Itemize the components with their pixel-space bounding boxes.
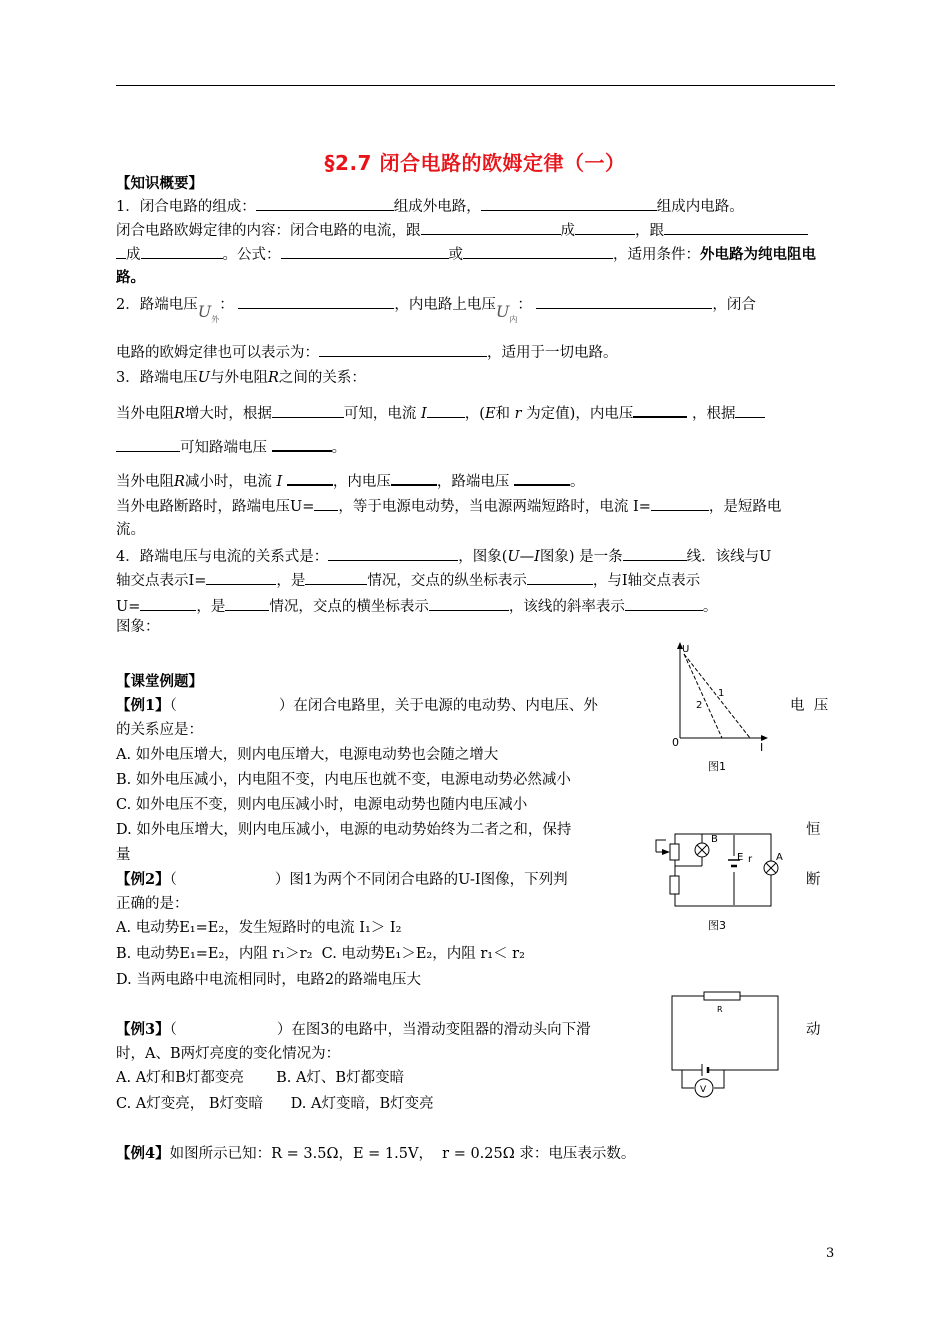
ex1-option-d: D. 如外电压增大，则内电压减小，电源的电动势始终为二者之和，保持	[116, 822, 572, 838]
svg-text:r: r	[748, 854, 753, 865]
ex1-option-b: B. 如外电压减小，内电阻不变，内电压也就不变，电源电动势必然减小	[116, 772, 571, 788]
svg-text:E: E	[737, 852, 744, 863]
svg-text:B: B	[711, 834, 718, 845]
ex1-line-2: 的关系应是：	[116, 722, 203, 738]
outer-loop	[675, 834, 771, 906]
ex3-options-cd: C. A灯变亮， B灯变暗 D. A灯变暗，B灯变亮	[116, 1096, 434, 1112]
section-overview-heading: 【知识概要】	[116, 175, 203, 192]
line-9: 可知路端电压 。	[116, 436, 346, 458]
ex3-options-ab: A. A灯和B灯都变亮 B. A灯、B灯都变暗	[116, 1070, 405, 1086]
figure-4-circuit	[668, 990, 780, 1102]
ex1-option-a: A. 如外电压增大，则内电压增大，电源电动势也会随之增大	[116, 747, 499, 763]
rheostat	[670, 844, 679, 860]
i-label: I	[760, 741, 764, 754]
ex3-line: 【例3】（ ）在图3的电路中，当滑动变阻器的滑动头向下滑	[116, 1021, 591, 1038]
ex1-option-d-tail: 恒	[806, 822, 821, 838]
line-6: 电路的欧姆定律也可以表示为： ，适用于一切电路。	[116, 342, 618, 363]
header-rule	[116, 85, 835, 86]
line-1	[684, 654, 750, 738]
line-11: 当外电路断路时，路端电压U= ，等于电源电动势，当电源两端短路时，电流 I= ，是短路电	[116, 496, 781, 517]
svg-text:V: V	[700, 1085, 707, 1095]
ex4-line: 【例4】如图所示已知：R = 3.5Ω，E = 1.5V， r = 0.25Ω 求：电压表示数。	[116, 1145, 636, 1162]
origin-label: 0	[672, 736, 679, 749]
figure-1-caption: 图1	[708, 760, 726, 773]
u-label: U	[682, 644, 690, 655]
line-8: 当外电阻R增大时，根据 可知，电流 I ，(E和 r 为定值)，内电压 ，根据	[116, 402, 765, 424]
line-10: 当外电阻R减小时，电流 I ，内电压 ，路端电压 。	[116, 470, 584, 492]
ex2-option-a: A. 电动势E₁=E₂，发生短路时的电流 I₁＞ I₂	[116, 920, 402, 936]
ex2-line-2: 正确的是：	[116, 896, 189, 912]
line-2	[684, 654, 725, 738]
page-title: §2.7 闭合电路的欧姆定律（一）	[324, 151, 626, 175]
line-2: 闭合电路欧姆定律的内容：闭合电路的电流，跟 成 ，跟	[116, 220, 808, 241]
ex2-tail: 断	[806, 872, 821, 888]
line-2-label: 2	[696, 700, 703, 711]
line-4: 路。	[116, 269, 145, 286]
resistor	[670, 876, 679, 894]
line-13: 4．路端电压与电流的关系式是： ，图象(U—I图象) 是一条 线．该线与U	[116, 546, 771, 567]
page-number: 3	[826, 1246, 835, 1261]
line-16: 图象：	[116, 619, 160, 635]
ex3-line-2: 时，A、B两灯亮度的变化情况为：	[116, 1046, 341, 1062]
figure-1-ui-graph	[660, 640, 780, 780]
outer-loop	[672, 996, 778, 1070]
svg-text:A: A	[776, 852, 783, 863]
line-3: 成 。公式： 或 ，适用条件：外电路为纯电阻电	[116, 244, 816, 265]
ex2-line: 【例2】（ ）图1为两个不同闭合电路的U-I图像，下列判	[116, 871, 568, 888]
ex1-line: 【例1】（ ）在闭合电路里，关于电源的电动势、内电压、外	[116, 697, 598, 714]
ex3-tail: 动	[806, 1022, 821, 1038]
line-5: 2．路端电压$U_外$： ，内电路上电压$U_内$： ，闭合	[116, 294, 756, 317]
section-examples-heading: 【课堂例题】	[116, 673, 203, 690]
figure-3-caption: 图3	[708, 919, 726, 932]
svg-text:R: R	[717, 1005, 723, 1014]
ex2-option-bc: B. 电动势E₁=E₂，内阻 r₁＞r₂ C. 电动势E₁＞E₂，内阻 r₁＜ r₂	[116, 946, 525, 962]
line-1-label: 1	[718, 688, 725, 699]
line-1: 1．闭合电路的组成： 组成外电路， 组成内电路。	[116, 196, 744, 217]
ex1-option-c: C. 如外电压不变，则内电压减小时，电源电动势也随内电压减小	[116, 797, 528, 813]
line-12: 流。	[116, 522, 145, 538]
ex1-tail: 电 压	[790, 698, 829, 714]
ex2-option-d: D. 当两电路中电流相同时，电路2的路端电压大	[116, 972, 422, 988]
line-7: 3．路端电压U与外电阻R之间的关系：	[116, 370, 366, 386]
rheostat-slider	[662, 849, 670, 855]
line-15: U= ，是 情况，交点的横坐标表示 ，该线的斜率表示 。	[116, 596, 717, 617]
line-14: 轴交点表示I= ，是 情况，交点的纵坐标表示 ，与I轴交点表示	[116, 570, 700, 591]
figure-3-circuit	[650, 828, 790, 936]
resistor-r	[704, 992, 740, 1000]
ex1-option-d-cont: 量	[116, 847, 131, 863]
